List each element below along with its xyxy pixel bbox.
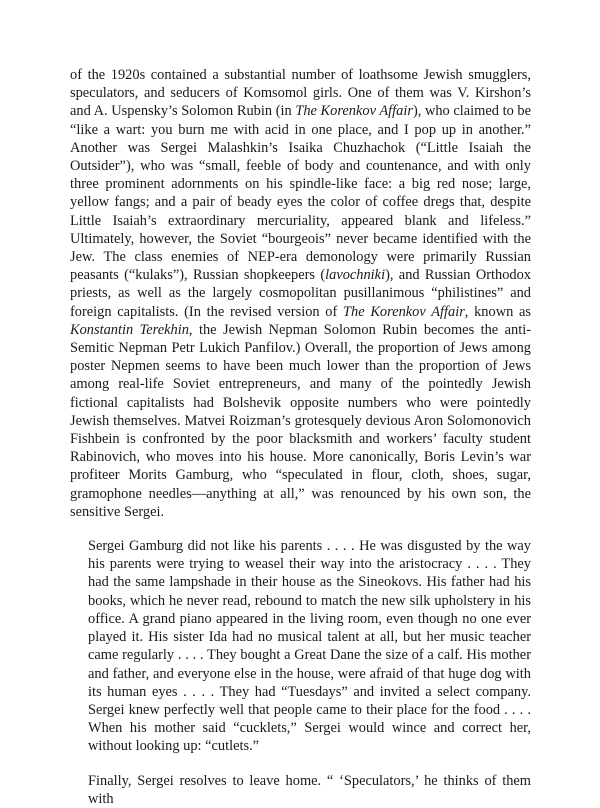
italic-title: The Korenkov Affair [343, 303, 465, 320]
text-run: of the 1920s contained a substantial number of loathsome Jewish smugglers, speculators, and seducers of Komsomol girls. One of them was V. Kirshon’s and A. Uspensky’s Solomon Rubin (in [70, 67, 531, 120]
italic-title: Konstantin Terekhin [70, 321, 189, 338]
italic-title: The Korenkov Affair [295, 103, 413, 120]
block-quote: Sergei Gamburg did not like his parents . . . . He was disgusted by the way his parents were trying to weasel their way into the aristocracy . . . . They had the same lampshade in their house as the Sineokovs. His father had his books, which he never read, rebound to match the new silk upholstery in his office. A grand piano appeared in the living room, even though no one ever played it. His sister Ida had no musical talent at all, but her music teacher came regularly . . . . They bought a Great Dane the size of a calf. His mother and father, and everyone else in the house, were afraid of that huge dog with its human eyes . . . . They had “Tuesdays” and invited a select company. Sergei knew perfectly well that people came to their place for the food . . . . When his mother said “cucklets,” Sergei would wince and correct her, without looking up: “cutlets.” [88, 538, 531, 755]
body-paragraph [70, 66, 531, 521]
text-run: ), and Russian Orthodox priests, as well as the largely cosmopolitan pusillanimous “philistines” and foreign capitalists. (In the revised version of [70, 267, 531, 320]
text-run: ), who claimed to be “like a wart: you burn me with acid in one place, and I pop up in another.” Another was Sergei Malashkin’s Isaika Chuzhachok (“Little Isaiah the Outsider”), who was “small, feeble of body and countenance, and with only three prominent adornments on his spindle-like face: a big red nose; large, yellow fangs; and a pair of beady eyes the color of coffee dregs that, despite Little Isaiah’s extraordinary mercuriality, appeared blank and lifeless.” Ultimately, however, the Soviet “bourgeois” never became identified with the Jew. The class enemies of NEP-era demonology were primarily Russian peasants (“kulaks”), Russian shopkeepers ( [70, 103, 531, 284]
italic-term: lavochniki [325, 267, 386, 284]
text-run: , known as [464, 303, 531, 320]
document-page [70, 66, 531, 808]
final-paragraph: Finally, Sergei resolves to leave home. “ ‘Speculators,’ he thinks of them with [88, 772, 531, 807]
text-run: , the Jewish Nepman Solomon Rubin becomes the anti-Semitic Nepman Petr Lukich Panfilov.) Overall, the proportion of Jews among poster Nepmen seems to have been much lower than the proportion of Jews among real-life Soviet entrepreneurs, and many of the pointedly Jewish fictional capitalists had Bolshevik opposite numbers who were pointedly Jewish themselves. Matvei Roizman’s grotesquely devious Aron Solomonovich Fishbein is confronted by the poor blacksmith and workers’ faculty student Rabinovich, who moves into his house. More canonically, Boris Levin’s war profiteer Morits Gamburg, who “speculated in flour, cloth, shoes, sugar, gramophone needles—anything at all,” was renounced by his own son, the sensitive Sergei. [70, 321, 531, 520]
